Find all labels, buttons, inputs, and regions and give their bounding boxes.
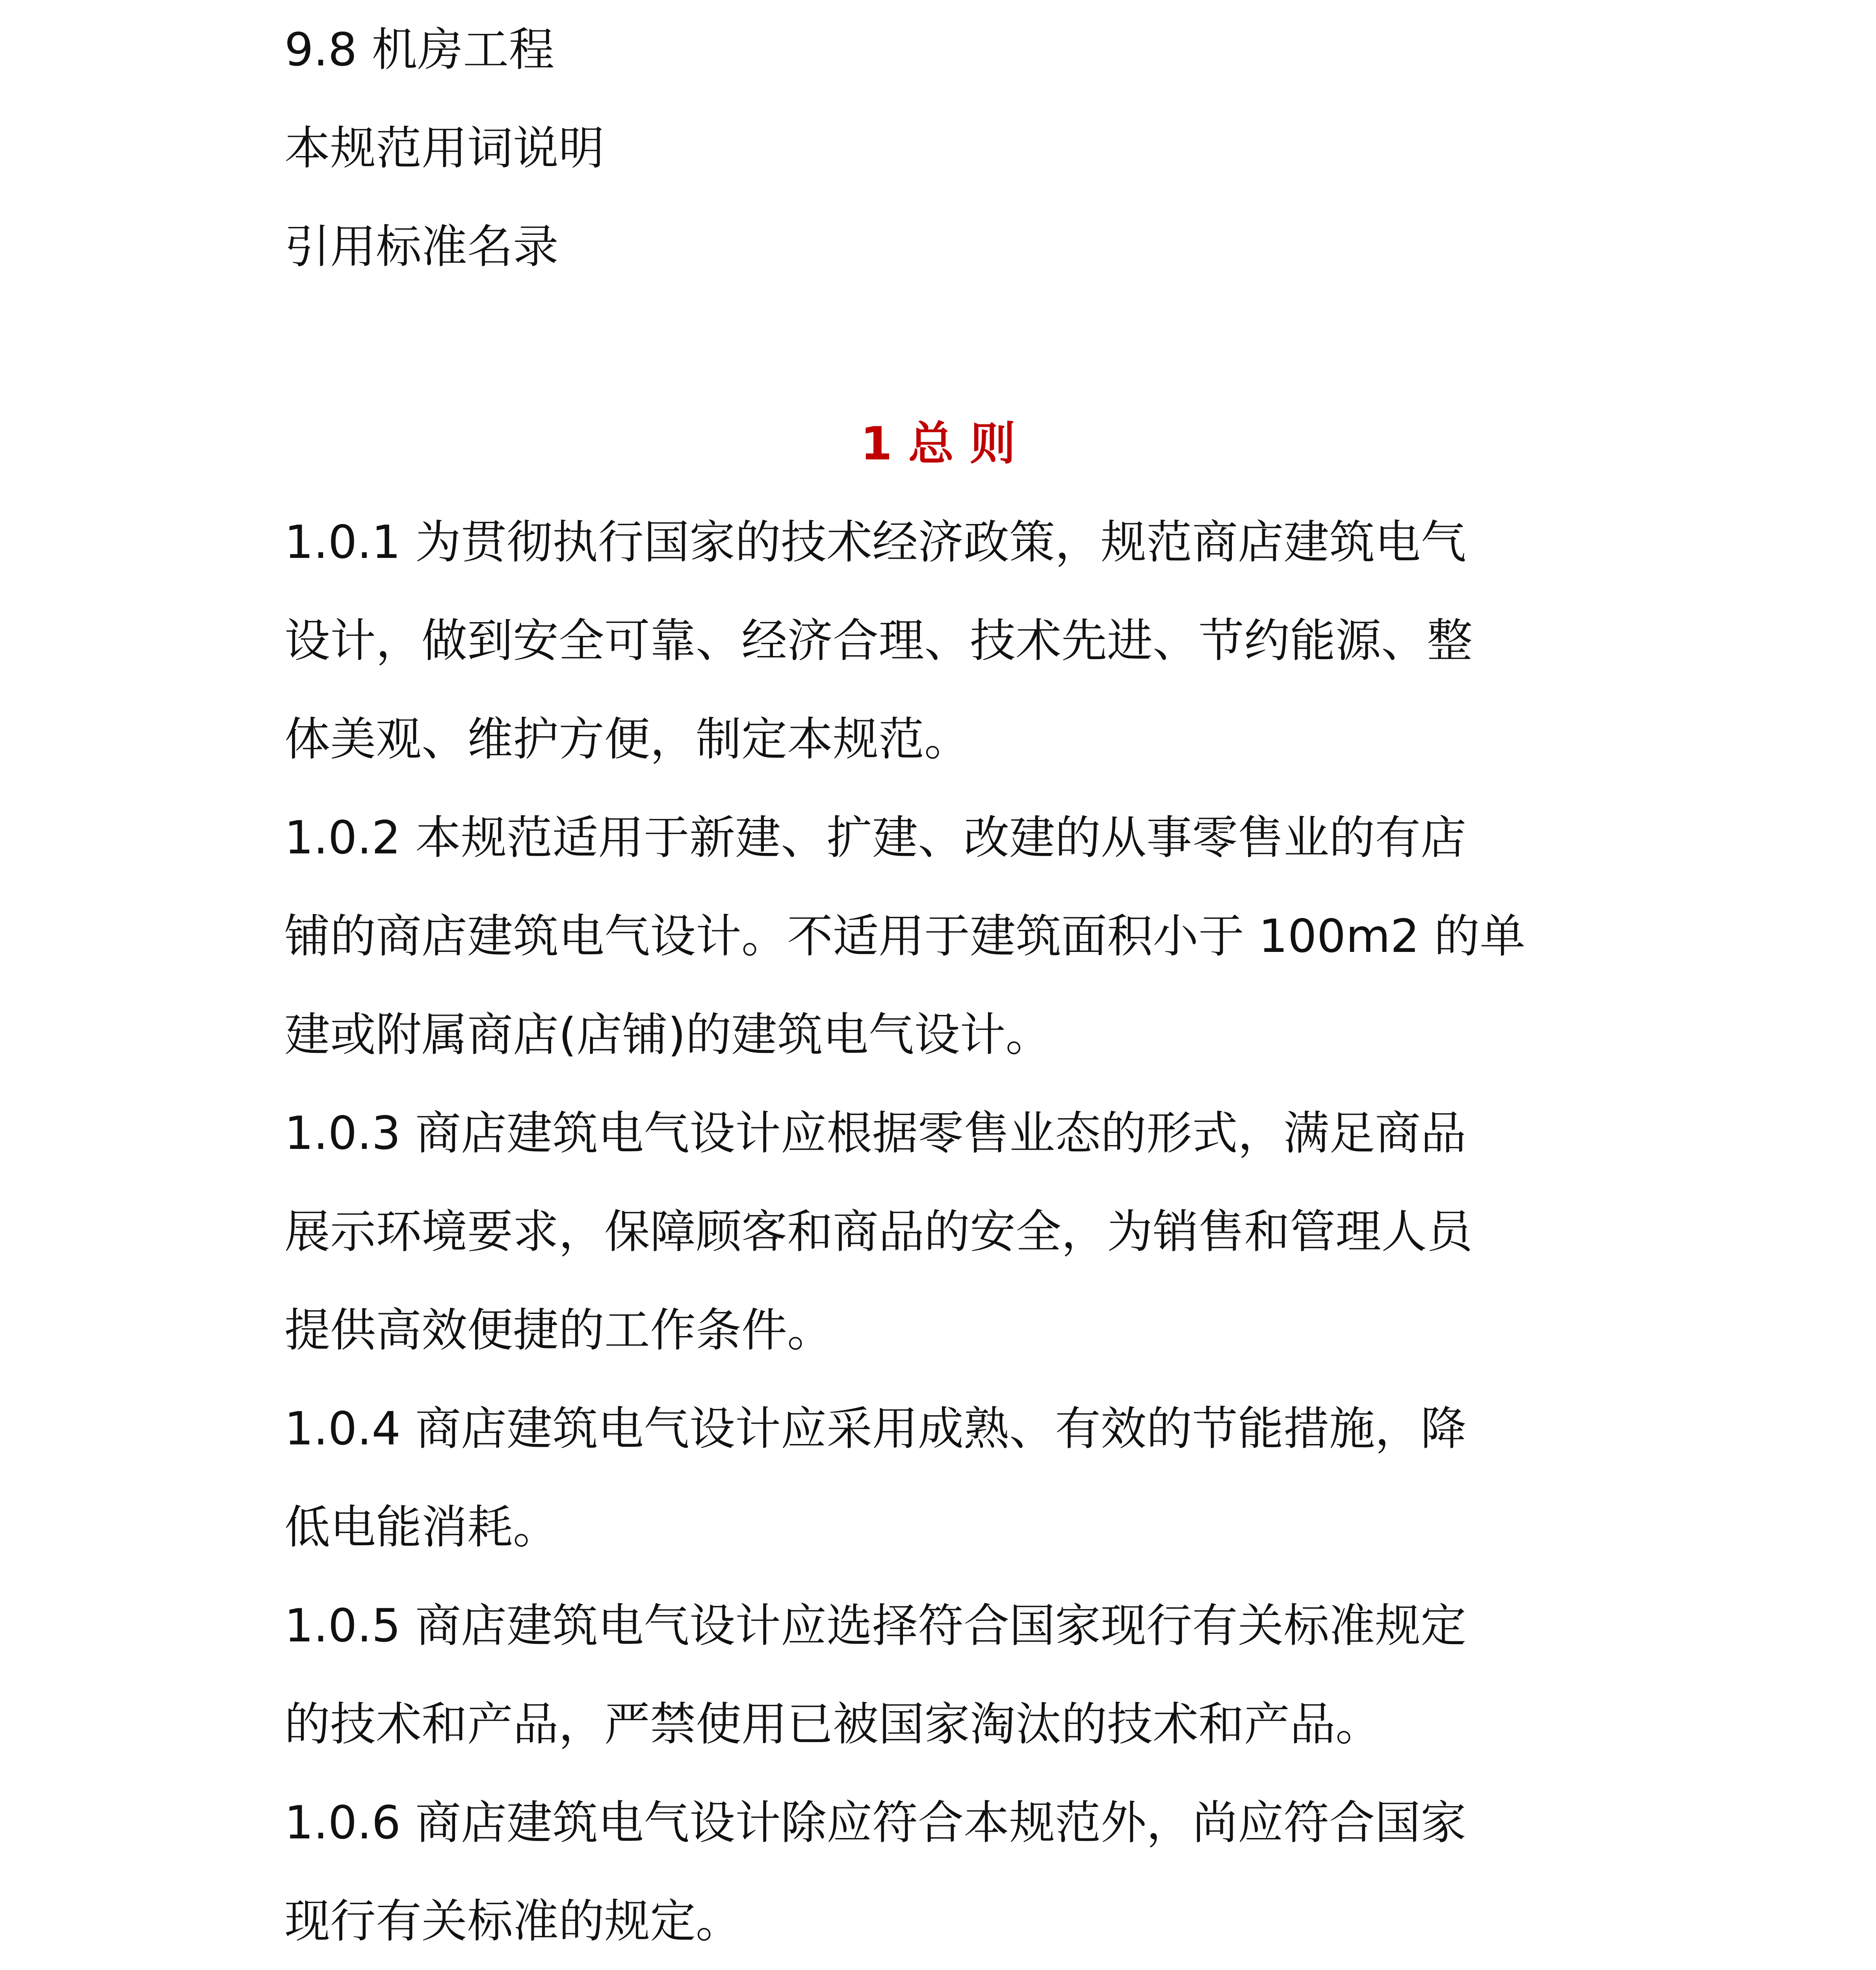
body-line: 1.0.4 商店建筑电气设计应采用成熟、有效的节能措施，降	[284, 1402, 1467, 1455]
body-line: 1.0.2 本规范适用于新建、扩建、改建的从事零售业的有店	[284, 811, 1467, 864]
body-line: 现行有关标准的规定。	[284, 1895, 741, 1948]
body-line: 1.0.6 商店建筑电气设计除应符合本规范外，尚应符合国家	[284, 1796, 1467, 1849]
section-heading: 1 总 则	[860, 417, 1016, 470]
body-line: 1.0.3 商店建筑电气设计应根据零售业态的形式，满足商品	[284, 1107, 1467, 1160]
body-line: 展示环境要求，保障顾客和商品的安全，为销售和管理人员	[284, 1205, 1473, 1258]
body-line: 低电能消耗。	[284, 1501, 559, 1554]
body-line: 1.0.5 商店建筑电气设计应选择符合国家现行有关标准规定	[284, 1599, 1467, 1652]
body-line: 铺的商店建筑电气设计。不适用于建筑面积小于 100m2 的单	[284, 910, 1525, 963]
toc-item: 9.8 机房工程	[284, 23, 555, 76]
body-line: 提供高效便捷的工作条件。	[284, 1304, 833, 1357]
body-line: 1.0.1 为贯彻执行国家的技术经济政策，规范商店建筑电气	[284, 516, 1467, 569]
body-line: 的技术和产品，严禁使用已被国家淘汰的技术和产品。	[284, 1698, 1381, 1751]
body-line: 建或附属商店(店铺)的建筑电气设计。	[284, 1008, 1051, 1061]
body-line: 体美观、维护方便，制定本规范。	[284, 713, 970, 766]
toc-item: 引用标准名录	[284, 220, 559, 273]
body-line: 设计，做到安全可靠、经济合理、技术先进、节约能源、整	[284, 614, 1473, 667]
toc-item: 本规范用词说明	[284, 122, 604, 175]
